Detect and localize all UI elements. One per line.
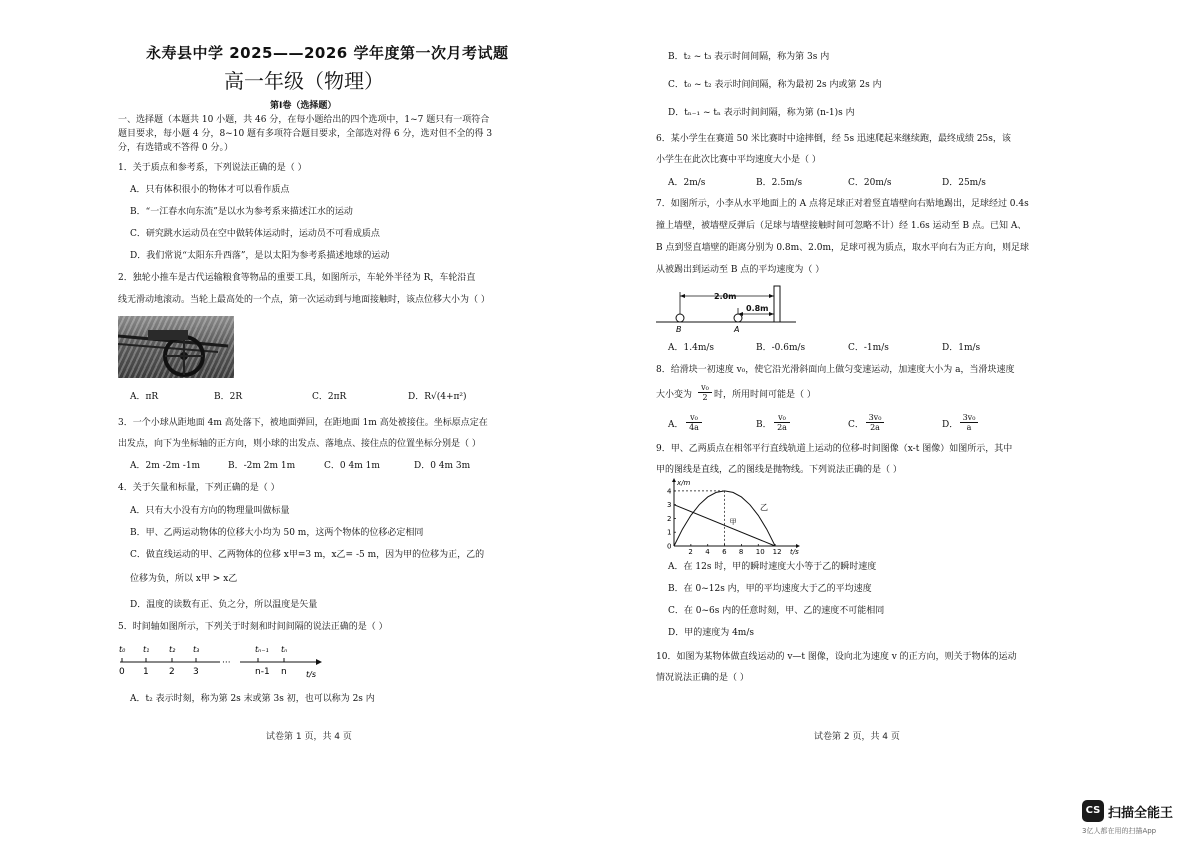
q9-option-c: C．在 0~6s 内的任意时刻，甲、乙的速度不可能相同: [668, 606, 885, 616]
q8-option-a-label: A．: [668, 420, 684, 430]
q4-option-b: B．甲、乙两运动物体的位移大小均为 50 m，这两个物体的位移必定相同: [130, 528, 424, 538]
q8-option-d-den: a: [966, 423, 972, 432]
point-b-label: B: [676, 325, 682, 334]
q6-option-b: B．2.5m/s: [756, 178, 803, 188]
q2-stem: 2．独轮小推车是古代运输粮食等物品的重要工具，如图所示，车轮外半径为 R，车轮沿直: [118, 273, 476, 283]
q7-stem: 从被踢出到运动至 B 点的平均速度为（ ）: [656, 265, 825, 275]
q4-option-c: C．做直线运动的甲、乙两物体的位移 x甲=3 m，x乙= -5 m，因为甲的位移为正，乙的: [130, 550, 485, 560]
q8-stem-pre: 大小变为: [656, 390, 693, 400]
q1-option-a: A．只有体积很小的物体才可以看作质点: [130, 185, 290, 195]
x-tick-label: 8: [738, 548, 744, 556]
wheelbarrow-photo: [118, 316, 234, 378]
watermark-name: 扫描全能王: [1108, 806, 1174, 821]
exam-title: 永寿县中学 2025——2026 学年度第一次月考试题: [146, 44, 509, 62]
q8-option-c-num: 3v₀: [866, 413, 884, 423]
y-tick-label: 4: [667, 487, 672, 496]
x-tick-label: 6: [722, 548, 727, 556]
watermark-slogan: 3亿人都在用的扫描App: [1082, 827, 1157, 835]
y-axis-label: x/m: [677, 479, 691, 487]
page-2-footer: 试卷第 2 页，共 4 页: [814, 732, 900, 742]
q2-stem: 线无滑动地滚动。当轮上最高处的一个点，第一次运动到与地面接触时，该点位移大小为（ ）: [118, 295, 490, 305]
q3-option-c: C．0 4m 1m: [324, 461, 380, 471]
q8-frac-den: 2: [702, 393, 708, 402]
q9-option-d: D．甲的速度为 4m/s: [668, 628, 754, 638]
q7-stem: 撞上墙壁，被墙壁反弹后（足球与墙壁接触时间可忽略不计）经 1.6s 运动至 B 点。已知 A、: [656, 221, 1027, 231]
q8-frac-num: v₀: [698, 383, 712, 393]
x-tick-label: 4: [705, 548, 710, 556]
axis-time-label: t₀: [119, 645, 126, 654]
q8-option-a-den: 4a: [689, 423, 699, 432]
time-axis-figure: [118, 640, 358, 680]
q8-stem: 8．给滑块一初速度 v₀，使它沿光滑斜面向上做匀变速运动，加速度大小为 a，当滑块速度: [656, 365, 1015, 375]
q7-option-b: B．-0.6m/s: [756, 343, 806, 353]
wheelbarrow-drawing: [118, 316, 234, 378]
ball-at-a: [734, 314, 742, 322]
q1-option-d: D．我们常说“太阳东升西落”，是以太阳为参考系描述地球的运动: [130, 251, 390, 261]
q3-option-d: D．0 4m 3m: [414, 461, 471, 471]
q8-option-c-den: 2a: [870, 423, 880, 432]
q4-option-c-cont: 位移为负，所以 x甲 > x乙: [130, 574, 238, 584]
axis-time-label: t₃: [193, 645, 200, 654]
q4-option-d: D．温度的读数有正、负之分，所以温度是矢量: [130, 600, 318, 610]
q5-option-d: D．tₙ₋₁ ~ tₙ 表示时间间隔，称为第 (n-1)s 内: [668, 108, 855, 118]
x-tick-label: 12: [772, 548, 782, 556]
point-a-label: A: [734, 325, 740, 334]
q5-option-a: A．t₂ 表示时刻，称为第 2s 末或第 3s 初，也可以称为 2s 内: [130, 694, 375, 704]
q9-option-a: A．在 12s 时，甲的瞬时速度大小等于乙的瞬时速度: [668, 562, 877, 572]
axis-unit-label: t/s: [306, 670, 316, 679]
axis-ticks: [119, 645, 287, 677]
axis-number-label: 0: [119, 667, 125, 677]
q4-stem: 4．关于矢量和标量，下列正确的是（ ）: [118, 483, 280, 493]
xt-graph: [660, 478, 810, 558]
y-axis-arrow: [672, 478, 676, 482]
axis-arrow: [316, 659, 322, 665]
axis-number-label: n-1: [255, 667, 270, 677]
q2-option-d: D．R√(4+π²): [408, 392, 467, 402]
series-jia-label: 甲: [729, 517, 737, 526]
q1-option-b: B．“一江春水向东流”是以水为参考系来描述江水的运动: [130, 207, 353, 217]
y-tick-label: 1: [667, 528, 672, 537]
ball-at-b: [676, 314, 684, 322]
intro-line: 题目要求，每小题 4 分，8~10 题有多项符合题目要求，全部选对得 6 分，选对但不全的得 3: [118, 129, 493, 139]
q7-option-a: A．1.4m/s: [668, 343, 714, 353]
q6-stem: 小学生在此次比赛中平均速度大小是（ ）: [656, 155, 821, 165]
q8-option-d-label: D．: [942, 420, 959, 430]
axis-time-label: t₁: [143, 645, 150, 654]
exam-subtitle: 高一年级（物理）: [224, 69, 384, 93]
y-tick-label: 2: [667, 514, 672, 523]
x-tick-label: 2: [688, 548, 693, 556]
q8-option-b-den: 2a: [777, 423, 787, 432]
q3-option-a: A．2m -2m -1m: [130, 461, 201, 471]
distance-08m-label: 0.8m: [746, 304, 769, 313]
q9-stem: 甲的图线是直线，乙的图线是抛物线。下列说法正确的是（ ）: [656, 465, 902, 475]
q2-option-c: C．2πR: [312, 392, 347, 402]
y-tick-label: 0: [667, 542, 672, 551]
q3-stem: 出发点，向下为坐标轴的正方向，则小球的出发点、落地点、接住点的位置坐标分别是（ ）: [118, 439, 481, 449]
intro-line: 分，有选错或不答得 0 分。）: [118, 143, 233, 153]
axis-number-label: 3: [193, 667, 199, 677]
q8-option-d-num: 3v₀: [960, 413, 978, 423]
q6-option-c: C．20m/s: [848, 178, 892, 188]
page-1-footer: 试卷第 1 页，共 4 页: [266, 732, 352, 742]
axis-time-label: tₙ₋₁: [255, 645, 269, 654]
axis-ellipsis: ···: [222, 658, 231, 668]
q7-option-d: D．1m/s: [942, 343, 981, 353]
q8-option-b-label: B．: [756, 420, 772, 430]
distance-2m-label: 2.0m: [714, 292, 737, 301]
series-yi-label: 乙: [759, 503, 768, 513]
q8-option-a-num: v₀: [686, 413, 702, 423]
q6-option-d: D．25m/s: [942, 178, 986, 188]
q4-option-a: A．只有大小没有方向的物理量叫做标量: [130, 506, 290, 516]
q3-stem: 3．一个小球从距地面 4m 高处落下，被地面弹回，在距地面 1m 高处被接住。坐标原点定在: [118, 418, 488, 428]
axis-number-label: n: [281, 667, 287, 677]
q3-option-b: B．-2m 2m 1m: [228, 461, 296, 471]
q7-stem: 7．如图所示，小李从水平地面上的 A 点将足球正对着竖直墙壁向右贴地踢出，足球经过 0.4s: [656, 199, 1029, 209]
axis-number-label: 2: [169, 667, 175, 677]
q6-stem: 6．某小学生在赛道 50 米比赛时中途摔倒，经 5s 迅速爬起来继续跑，最终成绩 25s，该: [656, 134, 1011, 144]
q5-option-c: C．t₀ ~ t₂ 表示时间间隔，称为最初 2s 内或第 2s 内: [668, 80, 882, 90]
y-tick-label: 3: [667, 501, 672, 510]
q5-stem: 5．时间轴如图所示，下列关于时刻和时间间隔的说法正确的是（ ）: [118, 622, 388, 632]
q9-stem: 9．甲、乙两质点在相邻平行直线轨道上运动的位移-时间图像（x-t 图像）如图所示，其中: [656, 444, 1013, 454]
q8-option-c-label: C．: [848, 420, 864, 430]
q8-stem-post: 时，所用时间可能是（ ）: [714, 390, 816, 400]
q5-option-b: B．t₂ ~ t₃ 表示时间间隔，称为第 3s 内: [668, 52, 830, 62]
q8-option-b-num: v₀: [774, 413, 790, 423]
q1-stem: 1．关于质点和参考系，下列说法正确的是（ ）: [118, 163, 307, 173]
x-tick-label: 10: [755, 548, 765, 556]
q6-option-a: A．2m/s: [668, 178, 706, 188]
axis-number-label: 1: [143, 667, 149, 677]
section-heading: 第Ⅰ卷（选择题）: [270, 101, 337, 111]
axis-time-label: tₙ: [281, 645, 288, 654]
wall: [774, 286, 780, 322]
q2-option-a: A．πR: [130, 392, 159, 402]
axis-time-label: t₂: [169, 645, 176, 654]
q7-stem: B 点到竖直墙壁的距离分别为 0.8m、2.0m，足球可视为质点，取水平向右为正方向，则足球: [656, 243, 1030, 253]
scanner-watermark: [1082, 800, 1192, 840]
q10-stem: 情况说法正确的是（ ）: [656, 673, 749, 683]
q1-option-c: C．研究跳水运动员在空中做转体运动时，运动员不可看成质点: [130, 229, 380, 239]
q7-option-c: C．-1m/s: [848, 343, 889, 353]
intro-line: 一、选择题（本题共 10 小题，共 46 分，在每小题给出的四个选项中，1~7 题只有一项符合: [118, 115, 490, 125]
camscanner-logo: CS: [1082, 800, 1104, 822]
q10-stem: 10．如图为某物体做直线运动的 v—t 图像，设向北为速度 v 的正方向，则关于物体的运动: [656, 652, 1017, 662]
football-wall-figure: [656, 284, 806, 334]
q9-option-b: B．在 0~12s 内，甲的平均速度大于乙的平均速度: [668, 584, 872, 594]
q2-option-b: B．2R: [214, 392, 243, 402]
x-axis-label: t/s: [790, 548, 799, 556]
